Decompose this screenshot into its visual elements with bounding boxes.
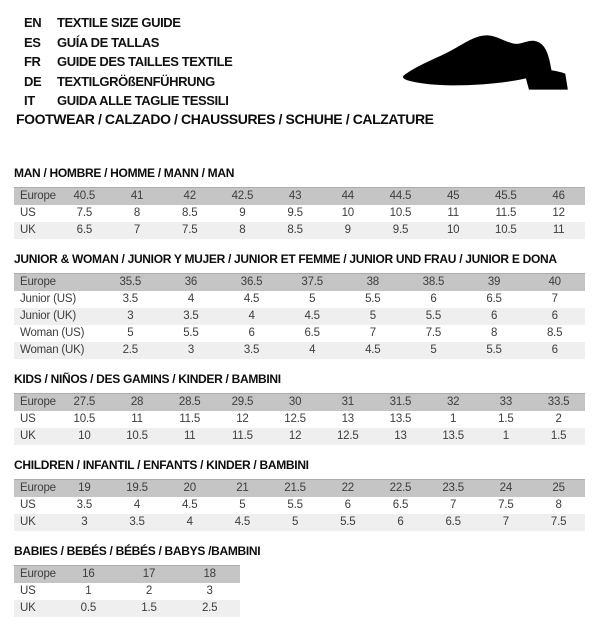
size-cell: 6 — [551, 344, 558, 356]
size-cell: 8.5 — [287, 224, 303, 236]
table-header-row — [14, 566, 240, 584]
size-cell: 5 — [369, 310, 376, 322]
language-code: ES — [24, 34, 41, 50]
size-cell: 2 — [145, 585, 153, 597]
size-cell: 38 — [366, 276, 380, 288]
size-cell: 11 — [552, 224, 565, 236]
size-cell: 1 — [502, 430, 509, 442]
row-label: UK — [20, 516, 36, 528]
table-row — [14, 497, 585, 514]
size-cell: 5.5 — [486, 344, 502, 356]
row-label: Woman (US) — [20, 327, 85, 339]
size-cell: 3.5 — [76, 499, 93, 511]
size-table-babies — [14, 565, 240, 617]
row-label: Junior (UK) — [20, 310, 76, 322]
row-label: US — [20, 413, 36, 425]
size-cell: 4.5 — [365, 344, 381, 356]
size-cell: 5.5 — [365, 293, 381, 305]
size-cell: 6.5 — [76, 224, 93, 236]
category-title: FOOTWEAR / CALZADO / CHAUSSURES / SCHUHE / CALZATURE — [16, 111, 434, 127]
section-title: BABIES / BEBÉS / BÉBÉS / BABYS /BAMBINI — [14, 544, 261, 558]
table-header-row — [14, 480, 585, 498]
size-cell: 3.5 — [129, 516, 145, 528]
size-cell: 19 — [78, 482, 91, 494]
size-cell: 29.5 — [231, 396, 254, 408]
size-cell: 4.5 — [243, 293, 260, 305]
size-cell: 23.5 — [442, 482, 464, 494]
size-cell: 6.5 — [392, 499, 409, 511]
row-label: Europe — [20, 568, 56, 580]
size-cell: 1.5 — [141, 602, 157, 614]
size-cell: 6 — [397, 516, 404, 528]
size-cell: 22 — [341, 482, 354, 494]
size-cell: 5.5 — [425, 310, 442, 322]
size-cell: 8 — [239, 224, 246, 236]
size-cell: 6.5 — [486, 293, 502, 305]
size-cell: 8 — [133, 207, 141, 219]
table-header-row — [14, 188, 585, 206]
size-cell: 39 — [487, 276, 501, 288]
row-label: Europe — [20, 396, 56, 408]
size-cell: 4.5 — [234, 516, 251, 528]
size-cell: 0.5 — [80, 602, 97, 614]
language-label: TEXTILGRÖßENFÜHRUNG — [57, 73, 215, 89]
size-cell: 7.5 — [182, 224, 198, 236]
size-cell: 7 — [551, 293, 558, 305]
size-cell: 25 — [552, 482, 565, 494]
size-cell: 28.5 — [178, 396, 201, 408]
size-cell: 1 — [85, 585, 92, 597]
row-label: UK — [20, 430, 36, 442]
row-label: US — [20, 585, 36, 597]
table-row — [14, 342, 585, 359]
size-cell: 1.5 — [550, 430, 567, 442]
size-cell: 10.5 — [389, 207, 412, 219]
size-cell: 3 — [206, 585, 213, 597]
table-row — [14, 514, 585, 531]
language-label: GUIDE DES TAILLES TEXTILE — [57, 54, 233, 70]
row-label: US — [20, 499, 36, 511]
size-cell: 35.5 — [119, 276, 142, 288]
language-row-it — [24, 91, 232, 111]
size-cell: 6 — [344, 499, 351, 511]
size-cell: 1.5 — [498, 413, 514, 425]
size-cell: 5.5 — [340, 516, 356, 528]
language-row-en — [24, 13, 232, 33]
size-cell: 4 — [309, 344, 316, 356]
size-cell: 10.5 — [126, 430, 148, 442]
size-cell: 9 — [344, 224, 351, 236]
size-cell: 8.5 — [546, 327, 563, 339]
size-cell: 10.5 — [495, 224, 517, 236]
section-children — [14, 458, 585, 531]
language-header — [24, 13, 232, 111]
size-cell: 12 — [552, 207, 565, 219]
size-cell: 5.5 — [183, 327, 199, 339]
row-label: Europe — [20, 276, 56, 288]
size-cell: 44.5 — [389, 190, 412, 202]
size-cell: 16 — [82, 568, 95, 580]
size-cell: 3.5 — [243, 344, 260, 356]
size-cell: 5 — [309, 293, 316, 305]
size-cell: 31.5 — [389, 396, 412, 408]
section-title: KIDS / NIÑOS / DES GAMINS / KINDER / BAMBINI — [14, 372, 281, 386]
size-cell: 46 — [552, 190, 565, 202]
section-junior-woman — [14, 252, 585, 359]
size-cell: 12.5 — [284, 413, 306, 425]
size-cell: 37.5 — [301, 276, 323, 288]
size-cell: 8.5 — [182, 207, 198, 219]
size-cell: 11.5 — [495, 207, 517, 219]
size-cell: 11 — [183, 430, 196, 442]
size-cell: 7.5 — [76, 207, 93, 219]
size-cell: 4.5 — [304, 310, 320, 322]
size-cell: 8 — [555, 499, 562, 511]
size-cell: 7.5 — [498, 499, 514, 511]
size-cell: 40 — [548, 276, 561, 288]
table-header-row — [14, 274, 585, 292]
size-cell: 40.5 — [73, 190, 96, 202]
size-cell: 3 — [81, 516, 88, 528]
row-label: Europe — [20, 190, 56, 202]
row-label: UK — [20, 602, 36, 614]
size-cell: 27.5 — [73, 396, 96, 408]
size-cell: 2 — [555, 413, 562, 425]
size-cell: 31 — [341, 396, 354, 408]
size-cell: 13.5 — [442, 430, 464, 442]
size-cell: 5.5 — [287, 499, 303, 511]
size-cell: 6 — [490, 310, 498, 322]
size-cell: 6 — [248, 327, 255, 339]
row-label: Woman (UK) — [20, 344, 85, 356]
size-cell: 12.5 — [336, 430, 359, 442]
size-cell: 4.5 — [182, 499, 198, 511]
section-babies — [14, 544, 585, 617]
table-row — [14, 428, 585, 445]
size-tables — [14, 166, 585, 630]
size-cell: 24 — [499, 482, 513, 494]
table-row — [14, 222, 585, 239]
size-cell: 17 — [142, 568, 156, 580]
size-cell: 5 — [430, 344, 437, 356]
size-cell: 5 — [291, 516, 299, 528]
language-label: TEXTILE SIZE GUIDE — [57, 15, 181, 31]
size-table-children — [14, 479, 585, 531]
size-cell: 8 — [490, 327, 498, 339]
size-cell: 10.5 — [73, 413, 96, 425]
size-cell: 2.5 — [201, 602, 218, 614]
language-code: FR — [24, 54, 41, 70]
size-cell: 30 — [288, 396, 302, 408]
size-cell: 42.5 — [231, 190, 254, 202]
table-row — [14, 600, 240, 617]
size-cell: 3.5 — [122, 293, 138, 305]
row-label: UK — [20, 224, 36, 236]
table-header-row — [14, 394, 585, 412]
table-row — [14, 205, 585, 222]
size-cell: 3.5 — [183, 310, 199, 322]
size-cell: 6 — [430, 293, 437, 305]
size-cell: 2.5 — [122, 344, 138, 356]
language-code: IT — [24, 93, 35, 109]
table-row — [14, 411, 585, 428]
size-cell: 6 — [551, 310, 558, 322]
language-row-de — [24, 72, 232, 92]
section-kids — [14, 372, 585, 445]
language-row-fr — [24, 52, 232, 72]
size-cell: 4 — [186, 516, 193, 528]
size-cell: 11.5 — [179, 413, 201, 425]
size-table-kids — [14, 393, 585, 445]
dress-shoe-icon — [393, 27, 575, 95]
size-cell: 18 — [203, 568, 216, 580]
size-cell: 3 — [187, 344, 195, 356]
size-cell: 6.5 — [304, 327, 320, 339]
size-cell: 12 — [236, 413, 249, 425]
size-cell: 45 — [446, 190, 460, 202]
size-cell: 43 — [288, 190, 302, 202]
size-cell: 7.5 — [425, 327, 442, 339]
size-cell: 9 — [239, 207, 246, 219]
table-row — [14, 325, 585, 342]
language-code: EN — [24, 15, 42, 31]
size-cell: 42 — [183, 190, 196, 202]
size-cell: 7.5 — [550, 516, 567, 528]
size-cell: 36.5 — [240, 276, 263, 288]
size-cell: 10 — [446, 224, 460, 236]
size-cell: 5 — [239, 499, 246, 511]
size-cell: 4 — [187, 293, 195, 305]
size-cell: 32 — [446, 396, 460, 408]
size-cell: 4 — [248, 310, 255, 322]
size-cell: 9.5 — [287, 207, 303, 219]
size-cell: 44 — [341, 190, 354, 202]
size-cell: 38.5 — [422, 276, 445, 288]
language-code: DE — [24, 73, 42, 89]
size-cell: 13 — [394, 430, 407, 442]
size-cell: 6.5 — [445, 516, 461, 528]
size-cell: 4 — [133, 499, 141, 511]
size-cell: 11.5 — [232, 430, 253, 442]
size-cell: 10 — [78, 430, 91, 442]
size-cell: 7 — [450, 499, 457, 511]
section-man — [14, 166, 585, 239]
section-title: CHILDREN / INFANTIL / ENFANTS / KINDER / BAMBINI — [14, 458, 309, 472]
row-label: Europe — [20, 482, 56, 494]
size-cell: 36 — [184, 276, 198, 288]
size-cell: 11 — [131, 413, 143, 425]
section-title: JUNIOR & WOMAN / JUNIOR Y MUJER / JUNIOR ET FEMME / JUNIOR UND FRAU / JUNIOR E DONA — [14, 252, 557, 266]
language-label: GUÍA DE TALLAS — [57, 34, 160, 50]
size-cell: 1 — [450, 413, 457, 425]
size-cell: 33.5 — [547, 396, 570, 408]
size-cell: 19.5 — [126, 482, 148, 494]
size-cell: 5 — [127, 327, 134, 339]
size-cell: 3 — [127, 310, 134, 322]
row-label: US — [20, 207, 36, 219]
size-cell: 21.5 — [284, 482, 306, 494]
size-cell: 7 — [133, 224, 141, 236]
size-cell: 33 — [499, 396, 513, 408]
size-cell: 7 — [369, 327, 376, 339]
table-row — [14, 291, 585, 308]
size-cell: 7 — [502, 516, 509, 528]
size-cell: 21 — [236, 482, 249, 494]
size-cell: 28 — [130, 396, 144, 408]
size-cell: 11 — [447, 207, 459, 219]
row-label: Junior (US) — [20, 293, 76, 305]
size-cell: 13 — [341, 413, 354, 425]
table-row — [14, 583, 240, 600]
size-cell: 10 — [341, 207, 354, 219]
table-row — [14, 308, 585, 325]
size-cell: 22.5 — [389, 482, 412, 494]
size-cell: 41 — [130, 190, 144, 202]
language-label: GUIDA ALLE TAGLIE TESSILI — [57, 93, 229, 109]
size-cell: 9.5 — [392, 224, 409, 236]
size-table-junior-woman — [14, 273, 585, 359]
size-cell: 45.5 — [495, 190, 517, 202]
size-cell: 20 — [183, 482, 196, 494]
size-cell: 13.5 — [389, 413, 412, 425]
size-table-man — [14, 187, 585, 239]
size-cell: 12 — [288, 430, 302, 442]
section-title: MAN / HOMBRE / HOMME / MANN / MAN — [14, 166, 235, 180]
language-row-es — [24, 33, 232, 53]
